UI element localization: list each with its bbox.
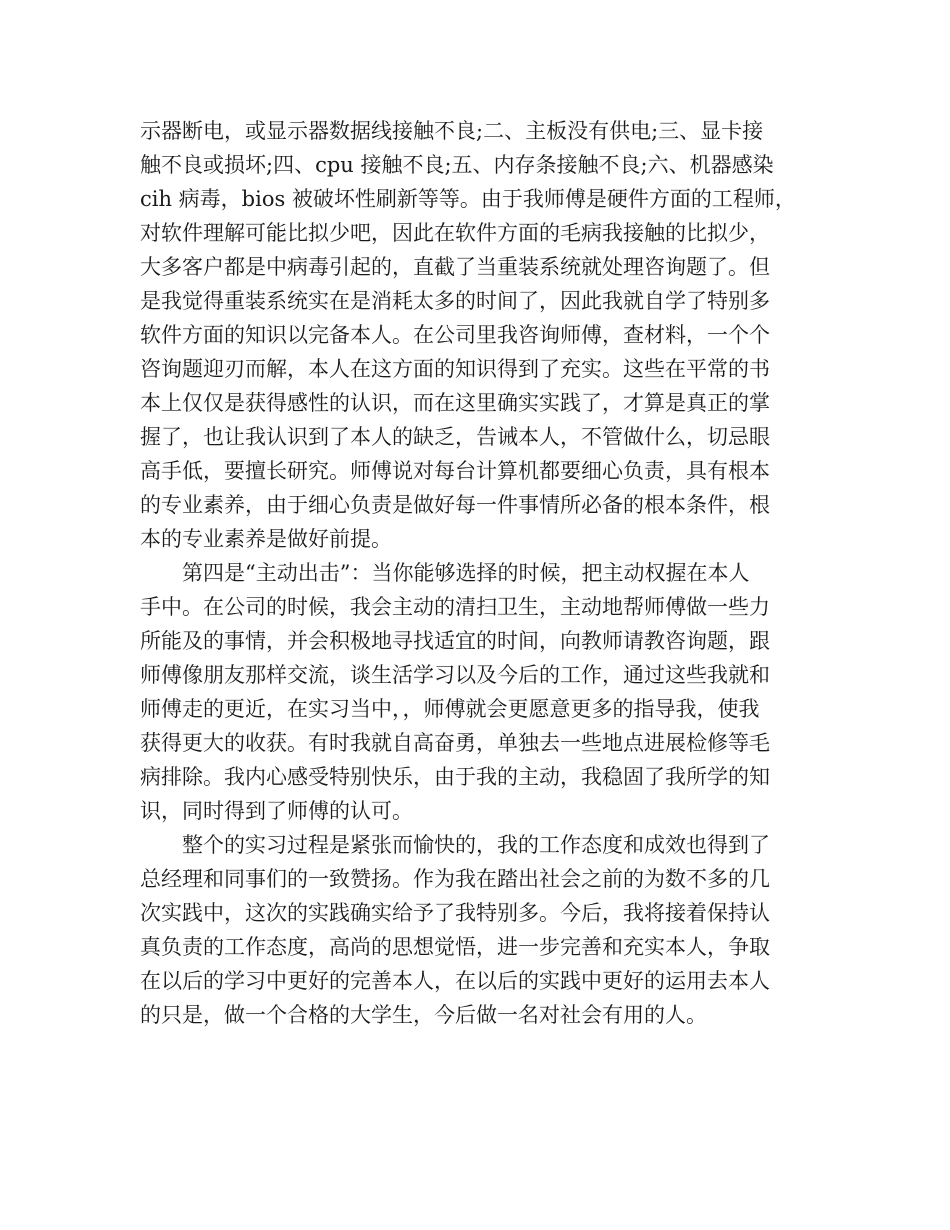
- text-line: 本的专业素养是做好前提。: [140, 527, 392, 551]
- text-line: 所能及的事情，并会积极地寻找适宜的时间，向教师请教咨询题，跟: [140, 629, 770, 653]
- text-line: 整个的实习过程是紧张而愉快的，我的工作态度和成效也得到了: [140, 833, 770, 857]
- text-line: 本上仅仅是获得感性的认识，而在这里确实实践了，才算是真正的掌: [140, 391, 770, 415]
- text-line: 高手低，要擅长研究。师傅说对每台计算机都要细心负责，具有根本: [140, 459, 770, 483]
- text-line: 咨询题迎刃而解，本人在这方面的知识得到了充实。这些在平常的书: [140, 357, 770, 381]
- text-line: 在以后的学习中更好的完善本人，在以后的实践中更好的运用去本人: [140, 969, 770, 993]
- text-line: 手中。在公司的时候，我会主动的清扫卫生，主动地帮师傅做一些力: [140, 595, 770, 619]
- text-line: 的专业素养，由于细心负责是做好每一件事情所必备的根本条件，根: [140, 493, 770, 517]
- text-line: 的只是，做一个合格的大学生，今后做一名对社会有用的人。: [140, 1003, 707, 1027]
- text-line: 大多客户都是中病毒引起的，直截了当重装系统就处理咨询题了。但: [140, 255, 770, 279]
- text-line: cih 病毒，bios 被破坏性刷新等等。由于我师傅是硬件方面的工程师，: [140, 187, 796, 211]
- text-line: 总经理和同事们的一致赞扬。作为我在踏出社会之前的为数不多的几: [140, 867, 770, 891]
- text-line: 病排除。我内心感受特别快乐，由于我的主动，我稳固了我所学的知: [140, 765, 770, 789]
- text-line: 示器断电，或显示器数据线接触不良;二、主板没有供电;三、显卡接: [140, 119, 764, 143]
- text-line: 对软件理解可能比拟少吧，因此在软件方面的毛病我接触的比拟少，: [140, 221, 770, 245]
- text-line: 真负责的工作态度，高尚的思想觉悟，进一步完善和充实本人，争取: [140, 935, 770, 959]
- text-line: 识，同时得到了师傅的认可。: [140, 799, 413, 823]
- text-line: 师傅走的更近，在实习当中，，师傅就会更愿意更多的指导我，使我: [140, 697, 760, 721]
- text-line: 次实践中，这次的实践确实给予了我特别多。今后，我将接着保持认: [140, 901, 770, 925]
- text-line: 软件方面的知识以完备本人。在公司里我咨询师傅，查材料，一个个: [140, 323, 770, 347]
- text-line: 第四是“主动出击”：当你能够选择的时候，把主动权握在本人: [140, 561, 750, 585]
- text-line: 触不良或损坏;四、cpu 接触不良;五、内存条接触不良;六、机器感染: [140, 153, 774, 177]
- body-text: [140, 114, 830, 1032]
- text-line: 师傅像朋友那样交流，谈生活学习以及今后的工作，通过这些我就和: [140, 663, 770, 687]
- text-line: 是我觉得重装系统实在是消耗太多的时间了，因此我就自学了特别多: [140, 289, 770, 313]
- text-line: 获得更大的收获。有时我就自高奋勇，单独去一些地点进展检修等毛: [140, 731, 770, 755]
- text-line: 握了，也让我认识到了本人的缺乏，告诫本人，不管做什么，切忌眼: [140, 425, 770, 449]
